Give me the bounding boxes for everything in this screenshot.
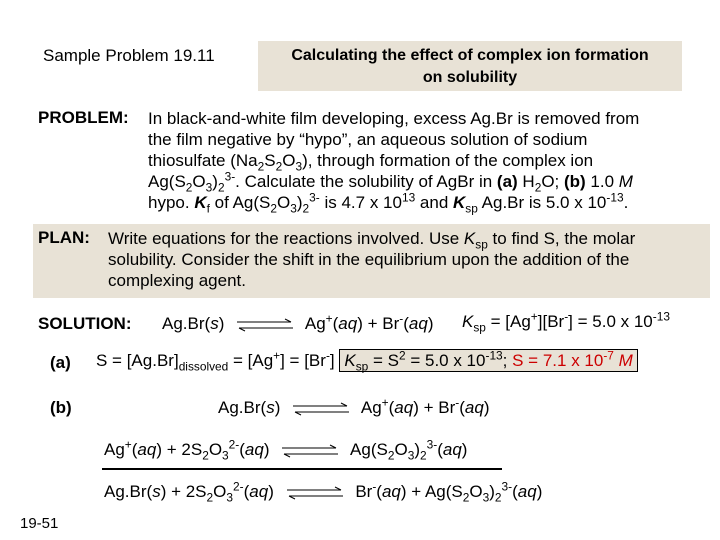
plan-line-3: complexing agent.	[108, 271, 246, 290]
part-b-dissolution-equation: Ag.Br(s) Ag+(aq) + Br-(aq)	[218, 395, 490, 417]
complex-formation-equation: $Ag^+(aq) + 2S_2O_3^{2-}(aq)$ $Ag(S_2O_3)_2^{3-}(aq)$	[104, 437, 468, 463]
ksp-expression: $K_{sp} = [Ag^+][Br^-] = 5.0$ x $10^{-13}$	[462, 309, 670, 335]
overall-equation: $Ag.Br(s) + 2S_2O_3^{2-}(aq) Br^-(aq) + Ag(S_2O_3)_2^{3-}(aq)$	[104, 479, 543, 505]
problem-title	[258, 41, 682, 91]
part-b-label: (b)	[50, 398, 72, 417]
part-a-solution: $S = [Ag.Br]_{dissolved} = [Ag^+] = [Br^-] K_{sp} = S^2 = 5.0$ x $10^{-13}$; S = 7.1 x $10^{-7}$ M	[96, 351, 638, 371]
problem-line-4: $Ag(S_2O_3)_2^{3-}$. Calculate the solubility of AgBr in (a) $H_2O$; (b) 1.0 M	[148, 169, 633, 195]
equilibrium-arrow-icon	[291, 402, 351, 416]
dissolution-equation: Ag.Br(s) Ag+(aq) + Br-(aq)	[162, 311, 434, 333]
plan-label: PLAN:	[38, 228, 90, 247]
problem-line-2: the film negative by “hypo”, an aqueous solution of sodium	[148, 130, 588, 149]
part-a-answer-box: $K_{sp} = S^2 = 5.0$ x $10^{-13}$; S = 7.1 x $10^{-7}$ M	[339, 349, 637, 372]
equilibrium-arrow-icon	[235, 318, 295, 332]
problem-statement	[148, 108, 708, 216]
part-a-label: (a)	[50, 353, 71, 372]
equilibrium-arrow-icon	[285, 486, 345, 500]
problem-line-3: thiosulfate $(Na_2S_2O_3)$, through formation of the complex ion	[148, 151, 594, 174]
title-line-2: on solubility	[422, 69, 518, 86]
problem-label: PROBLEM:	[38, 108, 129, 127]
plan-text	[108, 228, 703, 291]
plan-line-1: Write equations for the reactions involved. Use $K_{sp}$ to find S, the molar	[108, 229, 636, 252]
problem-line-5: hypo. $K_f$ of $Ag(S_2O_3)_2^{3-}$ is 4.7 x $10^{13}$ and $K_{sp}$ Ag.Br is 5.0 x $10^{-13}$.	[148, 190, 629, 216]
sample-problem-label: Sample Problem 19.11	[43, 46, 215, 65]
page-number: 19-51	[20, 515, 59, 532]
title-line-1: Calculating the effect of complex ion formation	[291, 47, 649, 64]
plan-line-2: solubility. Consider the shift in the equilibrium upon the addition of the	[108, 250, 630, 269]
summation-line	[102, 468, 502, 470]
solution-label: SOLUTION:	[38, 314, 132, 333]
equilibrium-arrow-icon	[280, 444, 340, 458]
problem-line-1: In black-and-white film developing, excess Ag.Br is removed from	[148, 109, 640, 128]
